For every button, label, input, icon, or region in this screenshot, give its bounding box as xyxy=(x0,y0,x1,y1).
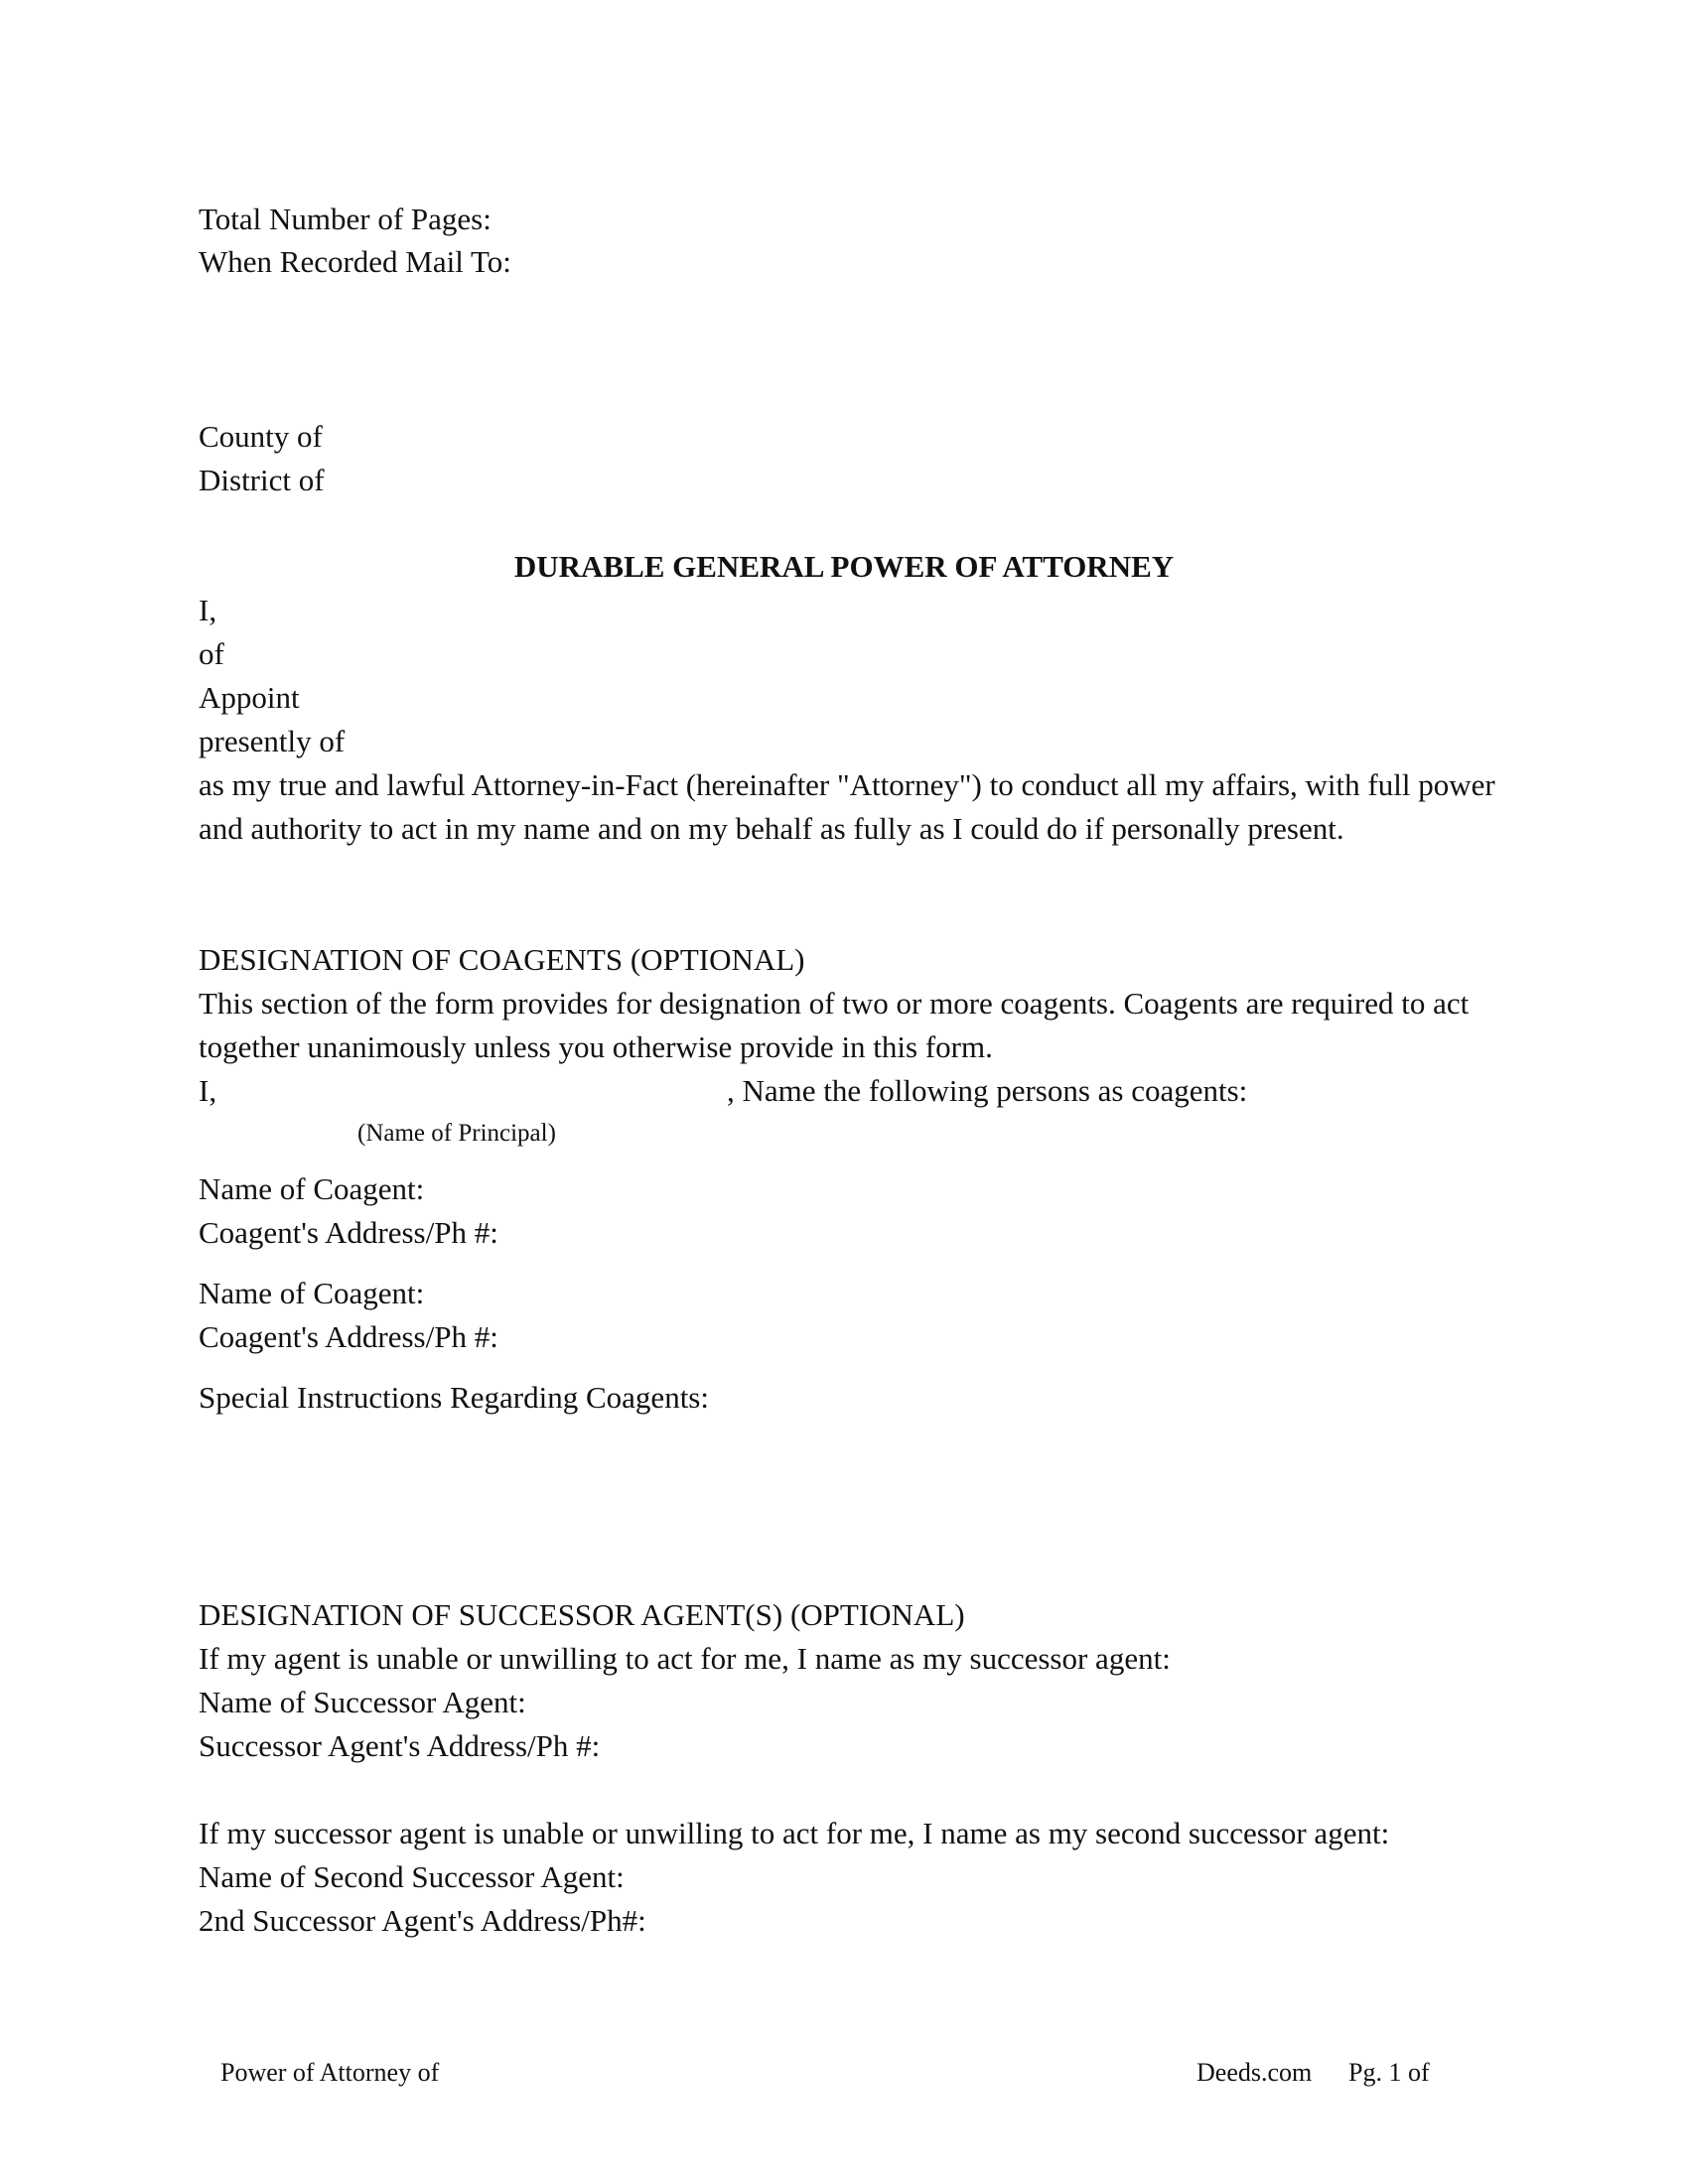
second-successor-intro: If my successor agent is unable or unwilling to act for me, I name as my second successor agent: xyxy=(199,1816,1390,1850)
special-instructions-label: Special Instructions Regarding Coagents: xyxy=(199,1380,709,1415)
footer-site: Deeds.com xyxy=(1196,2058,1313,2087)
successors-heading: DESIGNATION OF SUCCESSOR AGENT(S) (OPTIONAL) xyxy=(199,1597,965,1632)
second-successor-name-label: Name of Second Successor Agent: xyxy=(199,1859,625,1894)
district-label: District of xyxy=(199,463,325,497)
county-label: County of xyxy=(199,419,323,454)
coagent-address-label: Coagent's Address/Ph #: xyxy=(199,1215,498,1250)
footer-page-number: Pg. 1 of xyxy=(1348,2058,1430,2087)
coagent-name-label: Name of Coagent: xyxy=(199,1171,425,1206)
coagents-description: This section of the form provides for designation of two or more coagents. Coagents are required to act together unanimously unless you otherwise provide in this form. xyxy=(199,986,1470,1064)
total-pages-label: Total Number of Pages: xyxy=(199,202,492,236)
principal-suffix: , Name the following persons as coagents: xyxy=(727,1073,1248,1108)
presently-of-line: presently of xyxy=(199,724,346,758)
appointment-paragraph: as my true and lawful Attorney-in-Fact (hereinafter "Attorney") to conduct all my affairs, with full power and authority to act in my name and on my behalf as fully as I could do if personally present. xyxy=(199,767,1495,846)
principal-caption: (Name of Principal) xyxy=(357,1120,556,1147)
mail-to-label: When Recorded Mail To: xyxy=(199,244,511,279)
footer-left: Power of Attorney of xyxy=(220,2058,440,2087)
successor-intro: If my agent is unable or unwilling to act for me, I name as my successor agent: xyxy=(199,1641,1171,1676)
principal-line: I, xyxy=(199,593,217,627)
principal-prefix: I, xyxy=(199,1073,217,1108)
document-title: DURABLE GENERAL POWER OF ATTORNEY xyxy=(513,549,1175,584)
principal-of-line: of xyxy=(199,636,224,671)
appoint-line: Appoint xyxy=(199,680,300,715)
coagent-address-label: Coagent's Address/Ph #: xyxy=(199,1319,498,1354)
coagents-heading: DESIGNATION OF COAGENTS (OPTIONAL) xyxy=(199,942,805,977)
coagent-name-label: Name of Coagent: xyxy=(199,1276,425,1310)
successor-name-label: Name of Successor Agent: xyxy=(199,1685,526,1719)
successor-address-label: Successor Agent's Address/Ph #: xyxy=(199,1728,601,1763)
second-successor-address-label: 2nd Successor Agent's Address/Ph#: xyxy=(199,1903,646,1938)
